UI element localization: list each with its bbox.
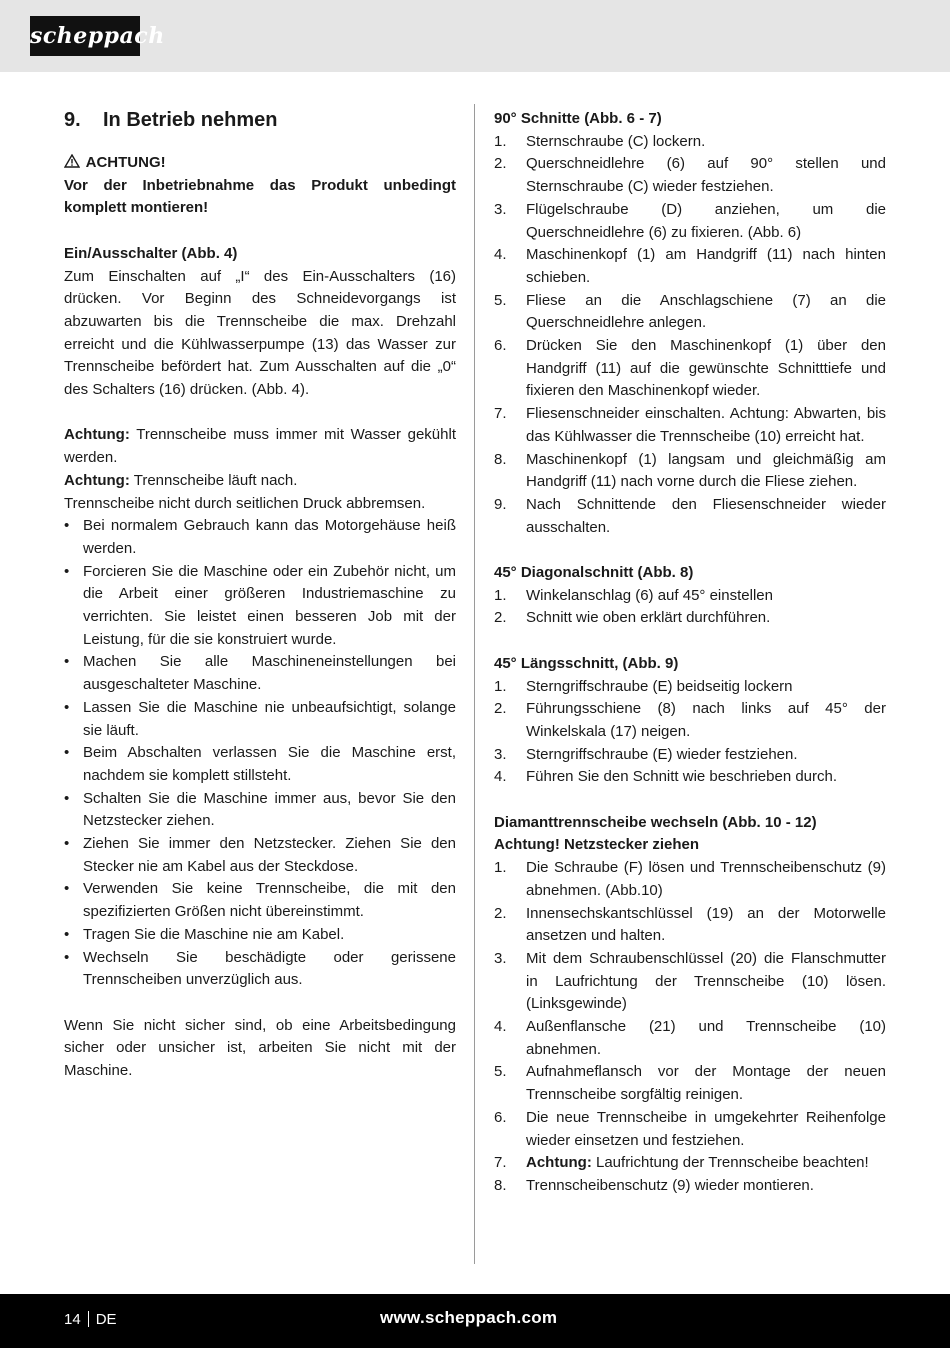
list-item: 3. Sterngriffschraube (E) wieder festziehen. (494, 745, 798, 763)
left-column (64, 108, 456, 1083)
warning-label: ACHTUNG! (85, 154, 166, 171)
blade-list (494, 857, 886, 1198)
diag45-list (494, 585, 886, 630)
language-code: DE (95, 1311, 117, 1328)
website-url: www.scheppach.com (380, 1308, 558, 1327)
list-item: 5. Aufnahmeflansch vor der Montage der neuen Trennscheibe sorgfältig reinigen. (494, 1063, 886, 1104)
page-footer (0, 1294, 950, 1348)
list-item: 2. Schnitt wie oben erklärt durchführen. (494, 609, 771, 627)
list-item: 7. Achtung: Laufrichtung der Trennscheibe beachten! (494, 1154, 869, 1172)
switch-text: Zum Einschalten auf „I“ des Ein-Ausschalters (16) drücken. Vor Beginn des Schneidevorgangs ist abzuwarten bis die Trennscheibe die max. Drehzahl erreicht und die Kühlwasserpumpe (13) das Wasser zur Trennscheibe befördert hat. Zum Ausschalten auf die „0“ des Schalters (16) drücken. (Abb. 4). (64, 267, 456, 399)
safety-list (64, 515, 456, 992)
brand-logo: scheppach (30, 16, 140, 56)
blade-subheading: Achtung! Netzstecker ziehen (494, 836, 700, 854)
list-item: • Beim Abschalten verlassen Sie die Maschine erst, nachdem sie komplett stillsteht. (64, 744, 456, 784)
right-column (494, 108, 886, 1198)
note-rundown: Achtung: Trennscheibe läuft nach. (64, 471, 298, 489)
list-item: 9. Nach Schnittende den Fliesenschneider wieder ausschalten. (494, 495, 886, 536)
list-item: 6. Drücken Sie den Maschinenkopf (1) über den Handgriff (11) auf die gewünschte Schnitttiefe und fixieren den Maschinenkopf wieder. (494, 337, 886, 400)
list-item: 5. Fliese an die Anschlagschiene (7) an die Querschneidlehre anlegen. (494, 291, 886, 332)
cuts90-heading: 90° Schnitte (Abb. 6 - 7) (494, 110, 662, 127)
section-number: 9. (64, 109, 81, 131)
page-number: 14 DE (64, 1311, 117, 1328)
list-item: • Bei normalem Gebrauch kann das Motorgehäuse heiß werden. (64, 517, 456, 557)
closing-text: Wenn Sie nicht sicher sind, ob eine Arbeitsbedingung sicher oder unsicher ist, arbeiten Sie nicht mit der Maschine. (64, 1016, 456, 1080)
note-braking: Trennscheibe nicht durch seitlichen Druck abbremsen. (64, 494, 426, 512)
list-item: 2. Querschneidlehre (6) auf 90° stellen und Sternschraube (C) wieder festziehen. (494, 155, 886, 196)
section-title-text: In Betrieb nehmen (103, 109, 278, 131)
column-divider (474, 104, 475, 1264)
list-item: • Forcieren Sie die Maschine oder ein Zubehör nicht, um die Arbeit einer größeren Industriemaschine zu verrichten. Sie leistet einen besseren Job mit der Leistung, für die sie konstruiert wurde. (64, 562, 456, 648)
list-item: 2. Innensechskantschlüssel (19) an der Motorwelle ansetzen und halten. (494, 904, 886, 945)
list-item: 7. Fliesenschneider einschalten. Achtung: Abwarten, bis das Kühlwasser die Trennscheibe (10) erreicht hat. (494, 405, 886, 445)
list-item: 4. Außenflansche (21) und Trennscheibe (10) abnehmen. (494, 1018, 886, 1058)
warning-heading (64, 152, 456, 175)
long45-list (494, 676, 886, 790)
list-item: • Lassen Sie die Maschine nie unbeaufsichtigt, solange sie läuft. (64, 698, 456, 739)
list-item: • Machen Sie alle Maschineneinstellungen bei ausgeschalteter Maschine. (64, 653, 456, 694)
list-item: • Tragen Sie die Maschine nie am Kabel. (64, 925, 345, 943)
list-item: 3. Flügelschraube (D) anziehen, um die Querschneidlehre (6) zu fixieren. (Abb. 6) (494, 200, 886, 241)
list-item: • Wechseln Sie beschädigte oder gerissene Trennscheiben unverzüglich aus. (64, 948, 456, 989)
list-item: 4. Maschinenkopf (1) am Handgriff (11) nach hinten schieben. (494, 246, 886, 286)
list-item: 2. Führungsschiene (8) nach links auf 45° der Winkelskala (17) neigen. (494, 700, 886, 740)
list-item: 1. Sterngriffschraube (E) beidseitig lockern (494, 677, 793, 695)
list-item: 1. Sternschraube (C) lockern. (494, 132, 706, 150)
list-item: 3. Mit dem Schraubenschlüssel (20) die Flanschmutter in Laufrichtung der Trennscheibe (10) lösen. (Linksgewinde) (494, 949, 886, 1013)
note-label: Achtung: (64, 426, 130, 444)
page-header (0, 0, 950, 72)
cuts90-list (494, 131, 886, 540)
switch-heading: Ein/Ausschalter (Abb. 4) (64, 244, 238, 262)
list-item: 6. Die neue Trennscheibe in umgekehrter Reihenfolge wieder einsetzen und festziehen. (494, 1108, 886, 1149)
diag45-heading: 45° Diagonalschnitt (Abb. 8) (494, 564, 694, 582)
list-item: 4. Führen Sie den Schnitt wie beschrieben durch. (494, 768, 838, 786)
blade-heading: Diamanttrennscheibe wechseln (Abb. 10 - 12) (494, 813, 817, 831)
note-label: Achtung: (64, 471, 130, 489)
warning-triangle-icon (64, 154, 80, 168)
list-item: 1. Winkelanschlag (6) auf 45° einstellen (494, 586, 773, 604)
list-item: 8. Maschinenkopf (1) langsam und gleichmäßig am Handgriff (11) nach vorne durch die Fliese ziehen. (494, 450, 886, 491)
list-item: 8. Trennscheibenschutz (9) wieder montieren. (494, 1177, 814, 1194)
note-water: Achtung: Trennscheibe muss immer mit Wasser gekühlt werden. (64, 426, 456, 467)
section-title (64, 108, 456, 132)
list-item: • Ziehen Sie immer den Netzstecker. Ziehen Sie den Stecker nie am Kabel aus der Steckdose. (64, 835, 456, 875)
list-item: • Verwenden Sie keine Trennscheibe, die mit den spezifizierten Größen nicht übereinstimmt. (64, 880, 456, 921)
list-item: 1. Die Schraube (F) lösen und Trennscheibenschutz (9) abnehmen. (Abb.10) (494, 859, 886, 899)
list-item: • Schalten Sie die Maschine immer aus, bevor Sie den Netzstecker ziehen. (64, 789, 456, 830)
warning-text: Vor der Inbetriebnahme das Produkt unbedingt komplett montieren! (64, 176, 456, 217)
long45-heading: 45° Längsschnitt, (Abb. 9) (494, 654, 679, 672)
